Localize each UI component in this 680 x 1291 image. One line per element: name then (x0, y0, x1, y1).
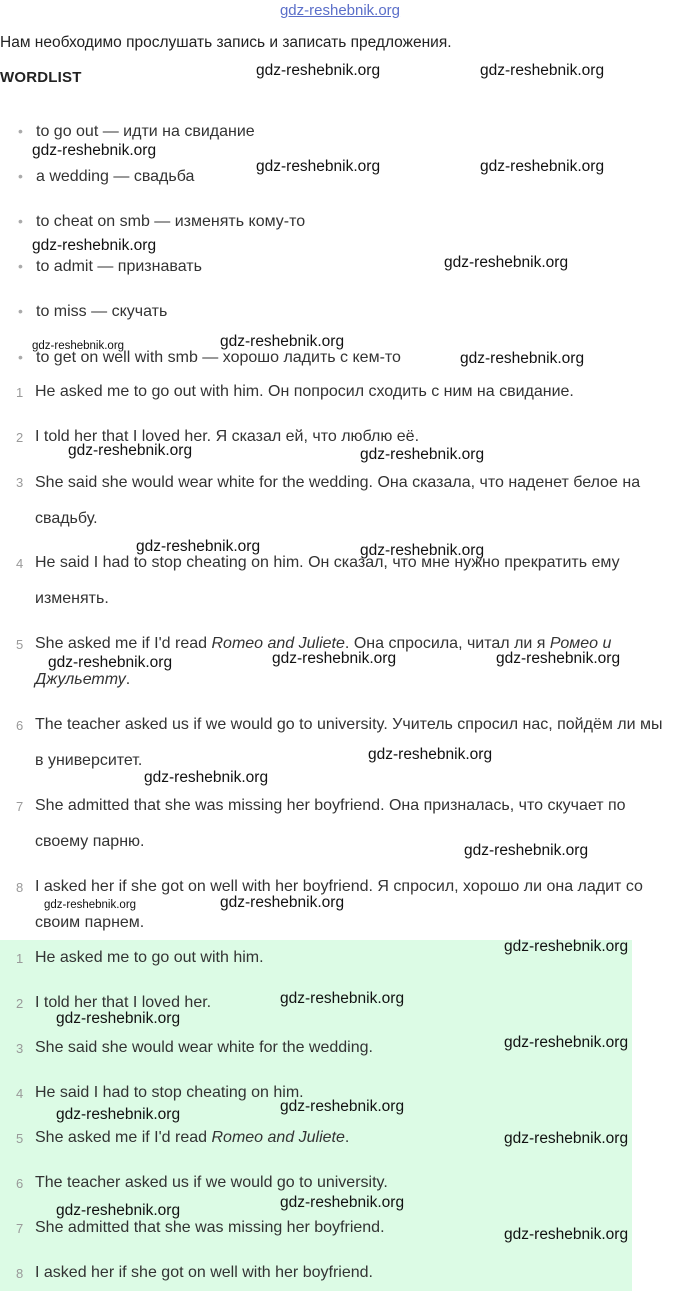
english-text: She asked me if I'd read Romeo and Juliete. (35, 635, 350, 652)
answer-number: 2 (16, 996, 24, 1011)
answer-number: 6 (16, 1176, 24, 1191)
watermark: gdz-reshebnik.org (56, 1010, 181, 1027)
wordlist-entry: a wedding — свадьба (36, 168, 195, 185)
watermark: gdz-reshebnik.org (144, 769, 269, 786)
watermark: gdz-reshebnik.org (272, 650, 397, 667)
english-text: She admitted that she was missing her boyfriend. (35, 797, 385, 814)
watermark: gdz-reshebnik.org (360, 446, 485, 463)
watermark: gdz-reshebnik.org (44, 899, 137, 911)
answer-sentence: I told her that I loved her. (35, 994, 212, 1011)
watermark: gdz-reshebnik.org (368, 746, 493, 763)
translation-sentence (35, 545, 675, 617)
wordlist-entry: to miss — скучать (36, 303, 168, 320)
watermark: gdz-reshebnik.org (360, 542, 485, 559)
sentence-number: 1 (16, 385, 24, 400)
wordlist-entry: to get on well with smb — хорошо ладить с кем-то (36, 349, 401, 366)
russian-text: Она сказала, что наденет белое на свадьбу. (35, 474, 641, 527)
site-link[interactable]: gdz-reshebnik.org (279, 2, 401, 19)
wordlist-entry: to admit — признавать (36, 258, 202, 275)
watermark: gdz-reshebnik.org (496, 650, 621, 667)
english-text: He asked me to go out with him. (35, 383, 264, 400)
watermark: gdz-reshebnik.org (504, 1226, 629, 1243)
watermark: gdz-reshebnik.org (460, 350, 585, 367)
sentence-number: 4 (16, 556, 24, 571)
wordlist-entry: to cheat on smb — изменять кому-то (36, 213, 306, 230)
english-text: He said I had to stop cheating on him. (35, 554, 304, 571)
watermark: gdz-reshebnik.org (480, 62, 605, 79)
watermark: gdz-reshebnik.org (256, 62, 381, 79)
russian-text: Учитель спросил нас, пойдём ли мы в университет. (35, 716, 663, 769)
sentence-number: 2 (16, 430, 24, 445)
watermark: gdz-reshebnik.org (32, 340, 125, 352)
russian-text: Он сказал, что мне нужно прекратить ему изменять. (35, 554, 620, 607)
bullet-icon: • (18, 168, 23, 184)
answer-sentence: I asked her if she got on well with her boyfriend. (35, 1264, 373, 1281)
watermark: gdz-reshebnik.org (220, 333, 345, 350)
bullet-icon: • (18, 213, 23, 229)
bullet-icon: • (18, 349, 23, 365)
english-text: I asked her if she got on well with her boyfriend. (35, 878, 373, 895)
watermark: gdz-reshebnik.org (136, 538, 261, 555)
english-text: The teacher asked us if we would go to university. (35, 716, 388, 733)
russian-text: Я спросил, хорошо ли она ладит со своим парнем. (35, 878, 643, 931)
english-text: She said she would wear white for the wedding. (35, 474, 373, 491)
wordlist-entry: to go out — идти на свидание (36, 123, 255, 140)
russian-text: Он попросил сходить с ним на свидание. (268, 383, 574, 400)
answer-sentence: She admitted that she was missing her boyfriend. (35, 1219, 385, 1236)
watermark: gdz-reshebnik.org (32, 237, 157, 254)
bullet-icon: • (18, 258, 23, 274)
watermark: gdz-reshebnik.org (480, 158, 605, 175)
sentence-number: 6 (16, 718, 24, 733)
translation-sentence (35, 707, 675, 779)
sentence-number: 8 (16, 880, 24, 895)
russian-text: Она спросила, читал ли я Ромео и Джульетту. (35, 635, 612, 688)
english-text: I told her that I loved her. (35, 428, 212, 445)
watermark: gdz-reshebnik.org (504, 1034, 629, 1051)
answer-sentence: She asked me if I'd read Romeo and Juliete. (35, 1129, 350, 1146)
watermark: gdz-reshebnik.org (68, 442, 193, 459)
translation-sentence (35, 374, 675, 410)
watermark: gdz-reshebnik.org (32, 142, 157, 159)
answer-number: 8 (16, 1266, 24, 1281)
book-title: Ромео и Джульетту (35, 635, 612, 688)
sentence-number: 5 (16, 637, 24, 652)
intro-text: Нам необходимо прослушать запись и записать предложения. (0, 34, 452, 51)
watermark: gdz-reshebnik.org (464, 842, 589, 859)
watermark: gdz-reshebnik.org (280, 1098, 405, 1115)
translation-sentence (35, 465, 675, 537)
wordlist-heading: WORDLIST (0, 69, 82, 86)
watermark: gdz-reshebnik.org (504, 1130, 629, 1147)
sentence-number: 3 (16, 475, 24, 490)
watermark: gdz-reshebnik.org (444, 254, 569, 271)
bullet-icon: • (18, 303, 23, 319)
watermark: gdz-reshebnik.org (504, 938, 629, 955)
book-title: Romeo and Juliete (211, 635, 345, 652)
watermark: gdz-reshebnik.org (256, 158, 381, 175)
answer-number: 4 (16, 1086, 24, 1101)
watermark: gdz-reshebnik.org (48, 654, 173, 671)
sentence-number: 7 (16, 799, 24, 814)
book-title: Romeo and Juliete (211, 1129, 345, 1146)
bullet-icon: • (18, 123, 23, 139)
answer-number: 7 (16, 1221, 24, 1236)
watermark: gdz-reshebnik.org (280, 1194, 405, 1211)
answer-sentence: She said she would wear white for the wedding. (35, 1039, 373, 1056)
russian-text: Я сказал ей, что люблю её. (215, 428, 420, 445)
watermark: gdz-reshebnik.org (56, 1202, 181, 1219)
answer-number: 3 (16, 1041, 24, 1056)
answer-sentence: He asked me to go out with him. (35, 949, 264, 966)
watermark: gdz-reshebnik.org (56, 1106, 181, 1123)
answer-sentence: The teacher asked us if we would go to university. (35, 1174, 388, 1191)
answer-number: 5 (16, 1131, 24, 1146)
watermark: gdz-reshebnik.org (280, 990, 405, 1007)
answer-sentence: He said I had to stop cheating on him. (35, 1084, 304, 1101)
watermark: gdz-reshebnik.org (220, 894, 345, 911)
answer-number: 1 (16, 951, 24, 966)
russian-text: Она призналась, что скучает по своему парню. (35, 797, 626, 850)
